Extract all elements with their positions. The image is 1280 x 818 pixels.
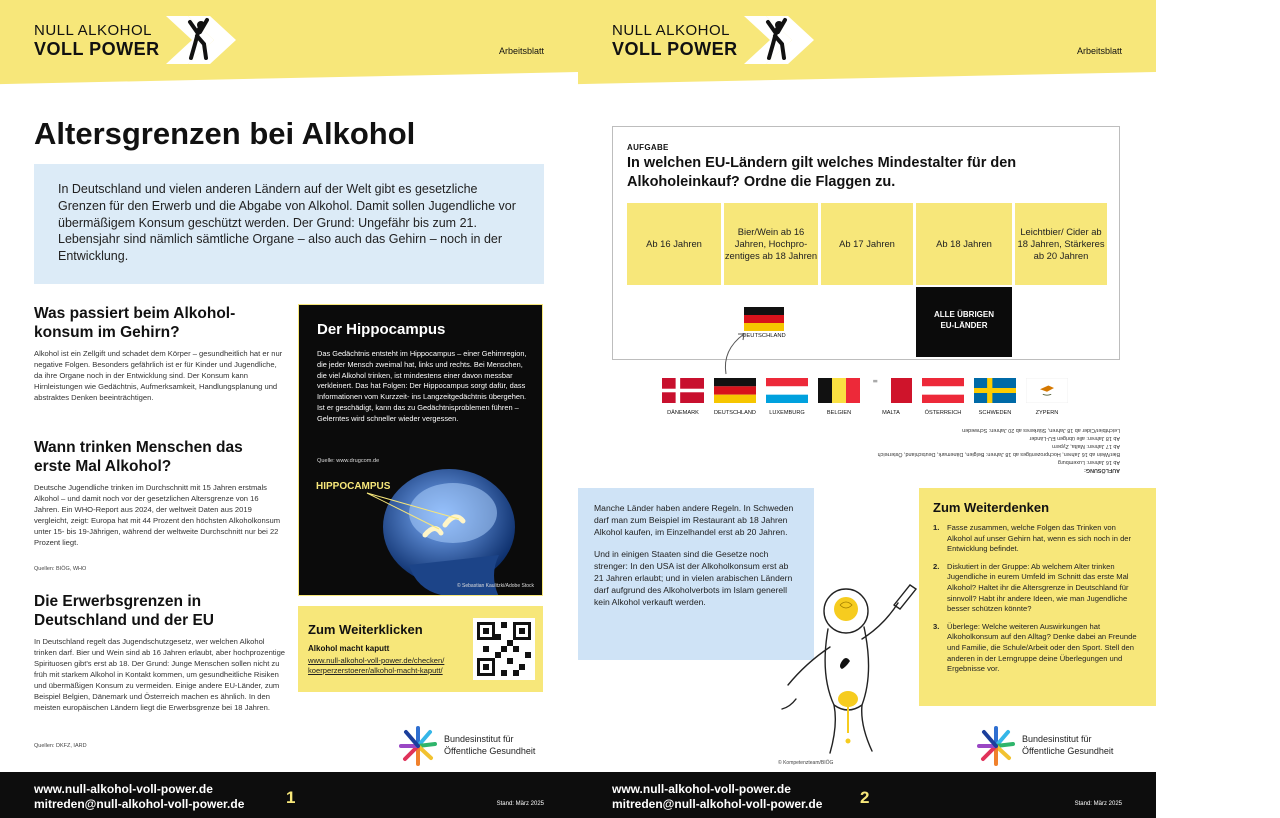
further-link-url-line1[interactable]: www.null-alkohol-voll-power.de/checken/ <box>308 656 445 665</box>
page-number: 2 <box>860 788 870 807</box>
country-label: SCHWEDEN <box>978 410 1012 416</box>
footer-website[interactable]: www.null-alkohol-voll-power.de <box>34 782 213 796</box>
age-slot-3[interactable]: Ab 17 Jahren <box>821 203 913 285</box>
age-slot-5[interactable]: Leichtbier/ Cider ab 18 Jahren, Stärkeres ab 20 Jahren <box>1015 203 1107 285</box>
logo-line-2: VOLL POWER <box>34 39 160 59</box>
discussion-item-number: 3. <box>933 621 940 631</box>
publisher-name-line1: Bundesinstitut für <box>1022 734 1092 744</box>
discussion-item-2 <box>933 562 1142 615</box>
worksheet-page-1 <box>0 0 578 818</box>
example-country-label: DEUTSCHLAND <box>742 333 786 339</box>
qr-code-icon[interactable] <box>473 618 535 680</box>
publisher-name-line2: Öffentliche Gesundheit <box>444 746 536 756</box>
discussion-item-3 <box>933 622 1142 675</box>
worksheet-label: Arbeitsblatt <box>498 46 544 56</box>
publisher-logo <box>976 722 1136 770</box>
solution-upside-down <box>696 426 1120 474</box>
section-limits-title: Die Erwerbsgrenzen in Deutschland und der EU <box>34 593 214 629</box>
hippocampus-text: Das Gedächtnis entsteht im Hippocampus – einer Gehirnregion, die jeder Mensch zweimal hat, links und rechts. Bei Menschen, die viel Alkohol trinken, ist mindestens einer davon messbar verkleinert. Das hat Folgen: Der Hippocampus sorgt dafür, dass Informationen vom Kurzzeit- ins Langzeitgedächtnis übergehen. Ist er geschädigt, kann das zu Gedächtnisproblemen führen – Gelerntes wird schneller wieder vergessen. <box>317 349 527 423</box>
section-brain-title: Was passiert beim Alkoholkonsum im Gehirn? <box>34 305 236 341</box>
country-label: LUXEMBURG <box>769 410 805 416</box>
footer-email[interactable]: mitreden@null-alkohol-voll-power.de <box>612 797 823 811</box>
hippocampus-box <box>298 304 543 596</box>
austria-flag-icon[interactable] <box>922 378 964 403</box>
solution-title: AUFLÖSUNG: <box>1084 467 1120 473</box>
publisher-logo-icon <box>976 722 1016 770</box>
section-first-drink-text: Deutsche Jugendliche trinken im Durchschnitt mit 15 Jahren erstmals Alkohol – und damit noch vor der gesetzlichen Altersgrenze von 16 Jahren. Ein WHO-Report aus 2024, der weltweit Daten aus 2019 vergleicht, zeigt: Europa hat mit 44 Prozent den höchsten Alkoholkonsum unter 15- bis 19-Jährigen, während der weltweite Durchschnitt nur bei 22 Prozent liegt. <box>34 483 281 547</box>
task-box <box>612 126 1120 360</box>
solution-line: Bier/Wein ab 16 Jahren, Hochprozentiges ab 18 Jahren: Belgien, Dänemark, Deutschland, Österreich <box>877 451 1120 457</box>
info-paragraph-1: Manche Länder haben andere Regeln. In Schweden darf man zum Beispiel im Restaurant ab 18 Jahren Alkohol kaufen, im Einzelhandel erst ab 20 Jahren. <box>594 503 794 537</box>
logo-line-2: VOLL POWER <box>612 39 738 59</box>
country-label: BELGIEN <box>826 410 852 416</box>
solution-line: Ab 16 Jahren: Luxemburg <box>1057 459 1120 465</box>
intro-box: In Deutschland und vielen anderen Ländern auf der Welt gibt es gesetzliche Grenzen für den Erwerb und die Abgabe von Alkohol. Damit sollen Jugendliche vor übermäßigem Konsum geschützt werden. Der Grund: Ungefähr bis zum 21. Lebensjahr sind nämlich sämtliche Organe – also auch das Gehirn – noch in der Entwicklung. <box>34 164 544 284</box>
denmark-flag-icon[interactable] <box>662 378 704 403</box>
germany-flag-icon[interactable] <box>714 378 756 403</box>
publisher-logo-icon <box>398 722 438 770</box>
discussion-item-text: Überlege: Welche weiteren Auswirkungen hat Alkoholkonsum auf den Alltag? Denke dabei an Freunde und Familie, die Schule/Arbeit oder den Sport. Stell den anderen in der Lerngruppe deine Überlegungen und Ergebnisse vor. <box>947 621 1137 674</box>
logo-line-1: NULL ALKOHOL <box>612 22 730 39</box>
footer-website[interactable]: www.null-alkohol-voll-power.de <box>612 782 791 796</box>
worksheet-page-2 <box>578 0 1156 818</box>
logo-line-1: NULL ALKOHOL <box>34 22 152 39</box>
solution-line: Ab 18 Jahren: alle übrigen EU-Länder <box>1029 435 1120 441</box>
footer-date: Stand: März 2025 <box>496 801 544 807</box>
country-label: ZYPERN <box>1035 410 1059 416</box>
age-slot-1[interactable]: Ab 16 Jahren <box>627 203 721 285</box>
rest-line-1: ALLE ÜBRIGEN <box>934 310 994 319</box>
rest-of-eu-slot[interactable] <box>916 287 1012 357</box>
belgium-flag-icon[interactable] <box>818 378 860 403</box>
drinking-figure-illustration <box>776 575 936 760</box>
solution-line: Leichtbier/Cider ab 18 Jahren, Stärkeres ab 20 Jahren: Schweden <box>962 427 1120 433</box>
country-label: ÖSTERREICH <box>924 410 962 416</box>
hippocampus-source: Quelle: www.drugcom.de <box>317 458 380 464</box>
footer-date: Stand: März 2025 <box>1074 801 1122 807</box>
page-number: 1 <box>286 788 296 807</box>
section-limits-source: Quellen: DKFZ, IARD <box>34 743 87 749</box>
solution-line: Ab 17 Jahren: Malta, Zypern <box>1051 443 1120 449</box>
luxembourg-flag-icon[interactable] <box>766 378 808 403</box>
further-links-subtitle: Alkohol macht kaputt <box>308 644 390 653</box>
logo-chevron-icon <box>164 14 238 66</box>
section-brain-text: Alkohol ist ein Zellgift und schadet dem Körper – gesundheitlich hat er nur negative Folgen. Besonders gefährlich ist er für Kinder und Jugendliche, da ihre Organe noch in der Entwicklung sind. Der Konsum kann Hirnleistungen wie Gedächtnis, Aufmerksamkeit, Handlungsplanung und abstraktes Denken beeinträchtigen. <box>34 349 283 402</box>
further-links-box <box>298 606 543 692</box>
info-paragraph-2: Und in einigen Staaten sind die Gesetze noch strenger: In den USA ist der Alkoholkonsum erst ab 21 Jahren erlaubt; und in vielen arabischen Ländern darf aufgrund des Alkoholverbots im Islam generell kein Alkohol verkauft werden. <box>594 549 793 607</box>
germany-flag-icon <box>744 307 784 331</box>
discussion-title: Zum Weiterdenken <box>933 500 1050 515</box>
discussion-item-number: 1. <box>933 523 940 532</box>
task-question: In welchen EU-Ländern gilt welches Mindestalter für den Alkoholeinkauf? Ordne die Flaggen zu. <box>627 155 1017 190</box>
rest-line-2: EU-LÄNDER <box>940 321 988 330</box>
task-kicker: AUFGABE <box>627 143 669 152</box>
publisher-name-line2: Öffentliche Gesundheit <box>1022 746 1114 756</box>
country-label: DÄNEMARK <box>667 410 699 416</box>
section-limits-text: In Deutschland regelt das Jugendschutzgesetz, wer welchen Alkohol trinken darf. Bier und Wein sind ab 16 Jahren erlaubt, aber hochprozentige Spirituosen gibt's erst ab 18. Der Grund: Junge Menschen sollen nicht zu früh mit starkem Alkohol in Kontakt kommen, um gesundheitliche Risiken und übermäßigen Konsum zu vermeiden. Einige andere EU-Länder, zum Beispiel Belgien, Dänemark und Österreich machen es ähnlich. In den meisten europäischen Ländern liegt die Erwerbsgrenze bei 18 Jahren. <box>34 637 286 712</box>
discussion-item-text: Diskutiert in der Gruppe: Ab welchem Alter trinken Jugendliche in eurem Umfeld im Schnitt das erste Mal Alkohol? Haltet ihr die Altersgrenze in Deutschland für sinnvoll? Habt ihr andere Ideen, wie man Jugendliche besser schützen könnte? <box>947 561 1129 614</box>
age-slot-2[interactable]: Bier/Wein ab 16 Jahren, Hochprozentiges ab 18 Jahren <box>724 203 818 285</box>
illustration-credit: © Kompetenzteam/BIÖG <box>778 760 834 766</box>
publisher-name-line1: Bundesinstitut für <box>444 734 514 744</box>
footer-email[interactable]: mitreden@null-alkohol-voll-power.de <box>34 797 245 811</box>
malta-flag-icon[interactable] <box>870 378 912 403</box>
page-title: Altersgrenzen bei Alkohol <box>34 116 416 151</box>
country-label: DEUTSCHLAND <box>714 410 756 416</box>
arrow-icon <box>718 330 748 376</box>
further-link-url-line2[interactable]: koerperzerstoerer/alkohol-macht-kaputt/ <box>308 666 443 675</box>
worksheet-label: Arbeitsblatt <box>1076 46 1122 56</box>
cyprus-flag-icon[interactable] <box>1026 378 1068 403</box>
discussion-box <box>919 488 1156 706</box>
hippocampus-label: HIPPOCAMPUS <box>316 481 391 492</box>
country-label: MALTA <box>882 410 900 416</box>
age-slot-4[interactable]: Ab 18 Jahren <box>916 203 1012 285</box>
sweden-flag-icon[interactable] <box>974 378 1016 403</box>
publisher-logo <box>398 722 558 770</box>
hippocampus-title: Der Hippocampus <box>317 321 446 338</box>
discussion-item-1 <box>933 523 1142 555</box>
section-first-drink-title: Wann trinken Menschen das erste Mal Alkohol? <box>34 439 243 475</box>
discussion-item-text: Fasse zusammen, welche Folgen das Trinken von Alkohol auf unser Gehirn hat, wenn es sich noch in der Entwicklung befindet. <box>947 523 1132 554</box>
logo-chevron-icon <box>742 14 816 66</box>
discussion-item-number: 2. <box>933 561 940 571</box>
section-first-drink-source: Quellen: BIÖG, WHO <box>34 566 87 572</box>
image-credit: © Sebastian Kaulitzki/Adobe Stock <box>456 583 534 589</box>
further-links-title: Zum Weiterklicken <box>308 622 423 637</box>
